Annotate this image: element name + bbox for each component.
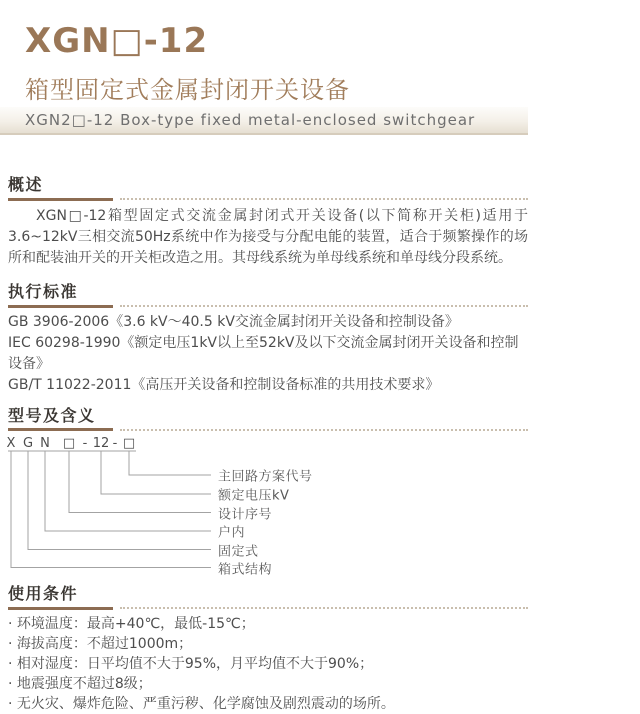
standards-heading: 执行标准 (8, 281, 79, 301)
section-overview (8, 176, 640, 269)
condition-item: · 海拔高度：不超过1000m； (8, 635, 193, 652)
product-model-title: XGN□-12 (25, 21, 209, 61)
standard-item: IEC 60298-1990《额定电压1kV以上至52kV及以下交流金属封闭开关设备和控制设备》 (8, 334, 519, 372)
model-code-label: 箱式结构 (218, 562, 273, 578)
rule-solid-bar (8, 428, 113, 431)
product-name-cn: 箱型固定式金属封闭开关设备 (25, 76, 350, 104)
conditions-heading: 使用条件 (8, 584, 79, 604)
model-code-token: N (40, 436, 50, 452)
section-model (8, 407, 640, 578)
conditions-heading-rule (8, 607, 528, 610)
model-code-token: □ (62, 436, 76, 452)
rule-solid-bar (8, 305, 113, 308)
overview-heading: 概述 (8, 175, 44, 195)
model-heading-rule (8, 428, 528, 431)
overview-paragraph: XGN□-12箱型固定式交流金属封闭式开关设备(以下简称开关柜)适用于3.6~12kV三相交流50Hz系统中作为接受与分配电能的装置，适合于频繁操作的场所和配装油开关的开关柜改造之用。其母线系统为单母线系统和单母线分段系统。 (8, 207, 528, 266)
standard-item: GB/T 11022-2011《高压开关设备和控制设备标准的共用技术要求》 (8, 376, 440, 393)
standards-heading-rule (8, 305, 528, 308)
rule-solid-bar (8, 607, 113, 610)
rule-dotted-line (120, 305, 528, 307)
model-code-label: 主回路方案代号 (218, 469, 313, 485)
model-code-token: 12 (92, 436, 110, 452)
model-code-label: 户内 (218, 525, 246, 541)
model-code-label: 额定电压kV (218, 488, 290, 504)
product-name-en-bar (0, 107, 528, 135)
model-code-token: X (6, 436, 16, 452)
model-code-token: G (22, 436, 34, 452)
rule-dotted-line (120, 429, 528, 431)
model-code-token: - (82, 436, 88, 452)
overview-heading-rule (8, 198, 528, 201)
product-name-en: XGN2□-12 Box-type fixed metal-enclosed switchgear (25, 111, 476, 130)
model-code-token: - (112, 436, 118, 452)
model-code-token: □ (122, 436, 136, 452)
model-code-label: 设计序号 (218, 507, 273, 523)
page-header (8, 21, 640, 135)
condition-item: · 地震强度不超过8级； (8, 675, 152, 692)
catalog-page (0, 21, 640, 712)
model-heading: 型号及含义 (8, 405, 96, 425)
condition-item: · 环境温度：最高+40℃，最低-15℃； (8, 615, 255, 632)
rule-dotted-line (120, 607, 528, 609)
standards-list (8, 312, 528, 396)
standard-item: GB 3906-2006《3.6 kV～40.5 kV交流金属封闭开关设备和控制设备》 (8, 313, 459, 330)
condition-item: · 无火灾、爆炸危险、严重污秽、化学腐蚀及剧烈震动的场所。 (8, 695, 395, 712)
section-conditions (8, 585, 640, 714)
conditions-list (8, 614, 528, 714)
model-code-label: 固定式 (218, 544, 259, 560)
rule-solid-bar (8, 198, 113, 201)
condition-item: · 相对湿度：日平均值不大于95%，月平均值不大于90%； (8, 655, 374, 672)
rule-dotted-line (120, 198, 528, 200)
section-standards (8, 283, 640, 396)
model-code-diagram (8, 437, 528, 577)
